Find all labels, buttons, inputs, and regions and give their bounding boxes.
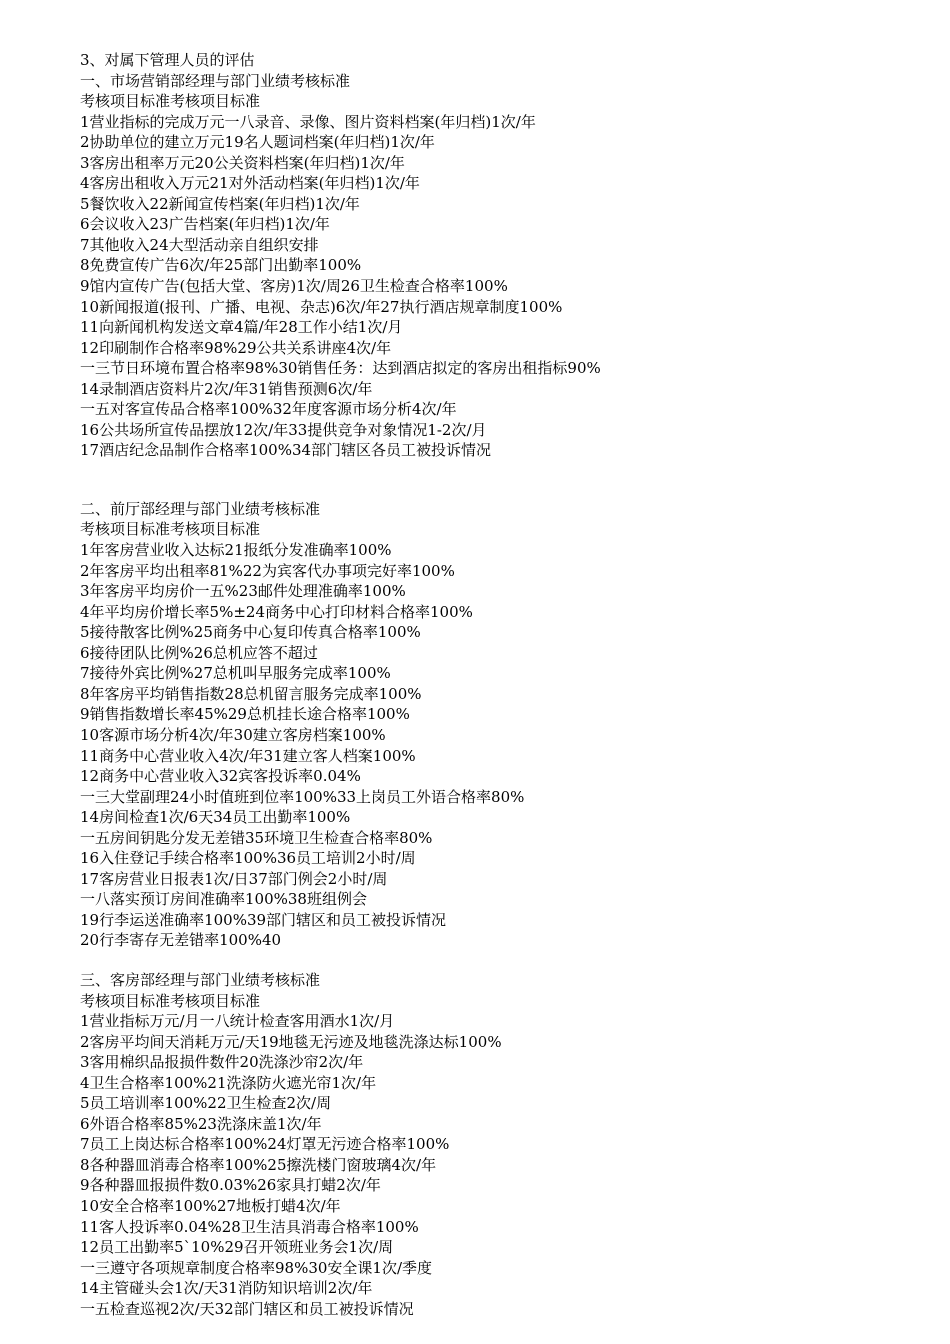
document-line: 17客房营业日报表1次/日37部门例会2小时/周 [80,869,388,888]
section-title: 三、客房部经理与部门业绩考核标准 [80,970,321,989]
document-line: 9各种器皿报损件数0.03%26家具打蜡2次/年 [80,1176,381,1195]
document-line: 7接待外宾比例%27总机叫早服务完成率100% [80,664,391,683]
document-line: 2年客房平均出租率81%22为宾客代办事项完好率100% [80,561,455,580]
section-marketing [80,71,920,461]
document-line: 考核项目标准考核项目标准 [80,92,261,111]
document-line: 2协助单位的建立万元19名人题词档案(年归档)1次/年 [80,133,435,152]
document-line: 5餐饮收入22新闻宣传档案(年归档)1次/年 [80,194,360,213]
document-line: 12员工出勤率5`10%29召开领班业务会1次/周 [80,1238,394,1257]
document-line: 20行李寄存无差错率100%40 [80,931,282,950]
document-line: 11商务中心营业收入4次/年31建立客人档案100% [80,746,416,765]
document-line: 6外语合格率85%23洗涤床盖1次/年 [80,1114,322,1133]
section-title: 一、市场营销部经理与部门业绩考核标准 [80,71,351,90]
document-line: 一五房间钥匙分发无差错35环境卫生检查合格率80% [80,828,433,847]
document-line: 5员工培训率100%22卫生检查2次/周 [80,1094,332,1113]
document-line: 一三大堂副理24小时值班到位率100%33上岗员工外语合格率80% [80,787,525,806]
document-line: 4卫生合格率100%21洗涤防火遮光帘1次/年 [80,1073,377,1092]
section-title: 二、前厅部经理与部门业绩考核标准 [80,499,321,518]
document-line: 10新闻报道(报刊、广播、电视、杂志)6次/年27执行酒店规章制度100% [80,297,563,316]
document-line: 3客房出租率万元20公关资料档案(年归档)1次/年 [80,153,405,172]
document-line: 考核项目标准考核项目标准 [80,991,261,1010]
document-line: 12商务中心营业收入32宾客投诉率0.04% [80,767,361,786]
document-line: 3年客房平均房价一五%23邮件处理准确率100% [80,582,406,601]
document-line: 12印刷制作合格率98%29公共关系讲座4次/年 [80,338,392,357]
document-line: 10客源市场分析4次/年30建立客房档案100% [80,725,386,744]
document-line: 一八落实预订房间准确率100%38班组例会 [80,890,367,909]
section-front-office [80,499,920,951]
document-line: 10安全合格率100%27地板打蜡4次/年 [80,1196,341,1215]
document-line: 6会议收入23广告档案(年归档)1次/年 [80,215,330,234]
document-line: 14房间检查1次/6天34员工出勤率100% [80,808,351,827]
document-line: 一三节日环境布置合格率98%30销售任务：达到酒店拟定的客房出租指标90% [80,359,601,378]
document-line: 7其他收入24大型活动亲自组织安排 [80,235,319,254]
document-line: 19行李运送准确率100%39部门辖区和员工被投诉情况 [80,910,447,929]
document-line: 9馆内宣传广告(包括大堂、客房)1次/周26卫生检查合格率100% [80,277,508,296]
document-line: 2客房平均间天消耗万元/天19地毯无污迹及地毯洗涤达标100% [80,1032,502,1051]
spacer [80,951,920,970]
document-line: 17酒店纪念品制作合格率100%34部门辖区各员工被投诉情况 [80,441,492,460]
document-line: 1营业指标万元/月一八统计检查客用酒水1次/月 [80,1012,395,1031]
document-line: 8免费宣传广告6次/年25部门出勤率100% [80,256,362,275]
document-line: 5接待散客比例%25商务中心复印传真合格率100% [80,623,421,642]
document-line: 4年平均房价增长率5%±24商务中心打印材料合格率100% [80,602,473,621]
spacer [80,461,920,499]
document-line: 一五对客宣传品合格率100%32年度客源市场分析4次/年 [80,400,457,419]
document-line: 11向新闻机构发送文章4篇/年28工作小结1次/月 [80,318,403,337]
document-page [80,50,920,1319]
document-line: 8各种器皿消毒合格率100%25擦洗楼门窗玻璃4次/年 [80,1155,437,1174]
document-line: 1营业指标的完成万元一八录音、录像、图片资料档案(年归档)1次/年 [80,112,536,131]
section-housekeeping [80,970,920,1319]
document-line: 8年客房平均销售指数28总机留言服务完成率100% [80,684,422,703]
document-line: 3客用棉织品报损件数件20洗涤沙帘2次/年 [80,1053,364,1072]
document-line: 一五检查巡视2次/天32部门辖区和员工被投诉情况 [80,1299,414,1318]
document-line: 1年客房营业收入达标21报纸分发准确率100% [80,541,392,560]
document-line: 9销售指数增长率45%29总机挂长途合格率100% [80,705,410,724]
document-line: 6接待团队比例%26总机应答不超过 [80,643,318,662]
document-line: 14主管碰头会1次/天31消防知识培训2次/年 [80,1279,373,1298]
document-line: 11客人投诉率0.04%28卫生洁具消毒合格率100% [80,1217,419,1236]
document-line: 7员工上岗达标合格率100%24灯罩无污迹合格率100% [80,1135,450,1154]
document-line: 一三遵守各项规章制度合格率98%30安全课1次/季度 [80,1258,433,1277]
document-line: 16入住登记手续合格率100%36员工培训2小时/周 [80,849,416,868]
document-line: 4客房出租收入万元21对外活动档案(年归档)1次/年 [80,174,420,193]
document-line: 14录制酒店资料片2次/年31销售预测6次/年 [80,379,373,398]
document-line: 16公共场所宣传品摆放12次/年33提供竞争对象情况1-2次/月 [80,420,487,439]
document-line: 考核项目标准考核项目标准 [80,520,261,539]
document-heading: 3、对属下管理人员的评估 [80,51,255,69]
